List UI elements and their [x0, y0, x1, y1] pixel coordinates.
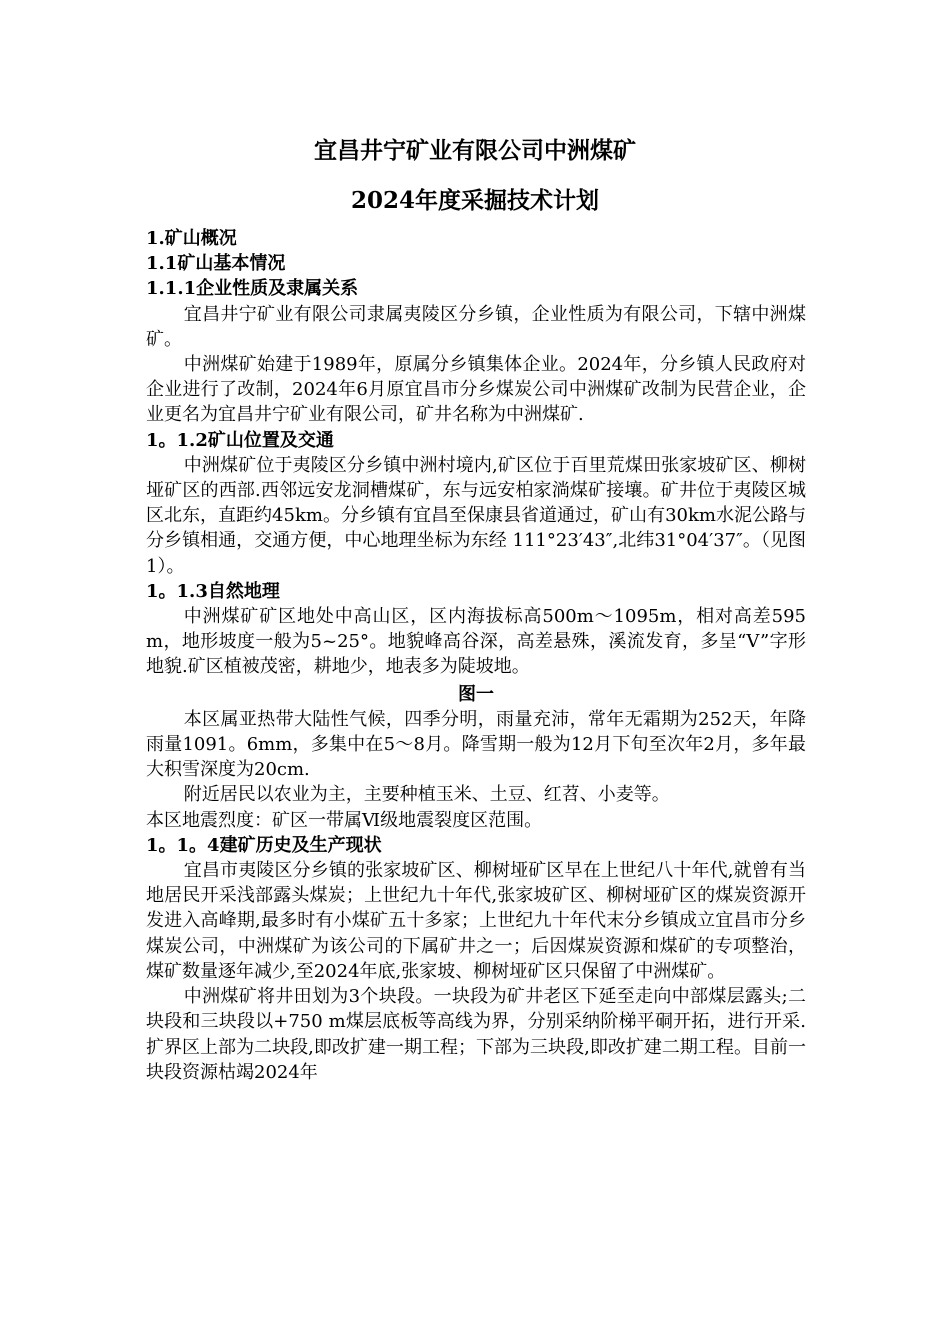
- paragraph-terrain: 中洲煤矿矿区地处中高山区，区内海拔标高500m～1095m，相对高差595 m，地形坡度一般为5~25°。地貌峰高谷深，高差悬殊，溪流发育，多呈“V”字形地貌.矿区植被茂密，耕地少，地表多为陡坡地。: [146, 606, 806, 678]
- paragraph-blocks: 中洲煤矿将井田划为3个块段。一块段为矿井老区下延至走向中部煤层露头;二块段和三块段以+750 m煤层底板等高线为界，分别采纳阶梯平硐开拓，进行开采.扩界区上部为二块段,即改扩建一期工程；下部为三块段,即改扩建二期工程。目前一块段资源枯竭2024年: [146, 986, 806, 1083]
- paragraph-agriculture: 附近居民以农业为主，主要种植玉米、土豆、红苕、小麦等。: [183, 784, 670, 806]
- heading-basic-info: 1.1矿山基本情况: [146, 253, 286, 275]
- heading-mine-overview: 1.矿山概况: [146, 228, 237, 249]
- paragraph-climate: 本区属亚热带大陆性气候，四季分明，雨量充沛，常年无霜期为252天，年降雨量1091。6mm，多集中在5～8月。降雪期一般为12月下旬至次年2月，多年最大积雪深度为20cm.: [146, 708, 806, 781]
- paragraph-mine-history: 宜昌市夷陵区分乡镇的张家坡矿区、柳树垭矿区早在上世纪八十年代,就曾有当地居民开采浅部露头煤炭；上世纪九十年代,张家坡矿区、柳树垭矿区的煤炭资源开发进入高峰期,最多时有小煤矿五十多家；上世纪九十年代末分乡镇成立宜昌市分乡煤炭公司，中洲煤矿为该公司的下属矿井之一；后因煤炭资源和煤矿的专项整治，煤矿数量逐年减少,至2024年底,张家坡、柳树垭矿区只保留了中洲煤矿。: [146, 860, 806, 982]
- heading-location-traffic: 1。1.2矿山位置及交通: [146, 429, 334, 451]
- figure-label: 图一: [458, 683, 494, 705]
- paragraph-enterprise: 宜昌井宁矿业有限公司隶属夷陵区分乡镇，企业性质为有限公司，下辖中洲煤矿。: [146, 303, 806, 350]
- heading-enterprise-nature: 1.1.1企业性质及隶属关系: [146, 278, 359, 300]
- paragraph-location: 中洲煤矿位于夷陵区分乡镇中洲村境内,矿区位于百里荒煤田张家坡矿区、柳树垭矿区的西部.西邻远安龙洞槽煤矿，东与远安柏家淌煤矿接壤。矿井位于夷陵区城区北东，直距约45km。分乡镇有宜昌至保康县省道通过，矿山有30km水泥公路与分乡镇相通，交通方便，中心地理坐标为东经 111°23′43″,北纬31°04′37″。（见图1）。: [146, 454, 806, 577]
- paragraph-seismic: 本区地震烈度：矿区一带属Ⅵ级地震裂度区范围。: [146, 809, 543, 831]
- paragraph-history-reform: 中洲煤矿始建于1989年，原属分乡镇集体企业。2024年，分乡镇人民政府对企业进行了改制，2024年6月原宜昌市分乡煤炭公司中洲煤矿改制为民营企业，企业更名为宜昌井宁矿业有限公司，矿井名称为中洲煤矿.: [146, 354, 806, 426]
- heading-natural-geography: 1。1.3自然地理: [146, 580, 280, 602]
- document-body: [146, 226, 806, 1085]
- document-title: 宜昌井宁矿业有限公司中洲煤矿: [314, 137, 636, 164]
- heading-mine-history: 1。1。4建矿历史及生产现状: [146, 834, 382, 856]
- document-subtitle: 2024年度采掘技术计划: [350, 187, 599, 214]
